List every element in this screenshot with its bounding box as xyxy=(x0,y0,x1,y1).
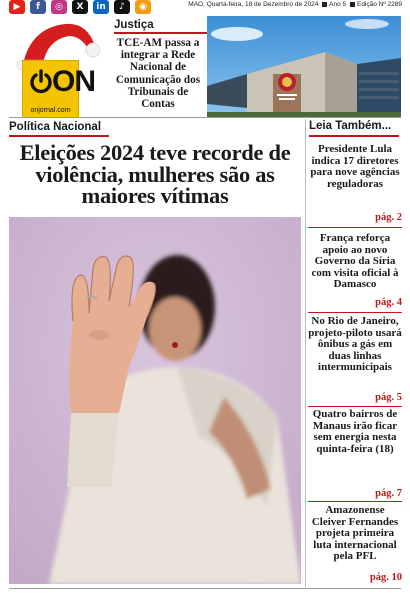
sidebar-page-5[interactable]: pág. 10 xyxy=(369,572,402,583)
sidebar-story-2[interactable]: França reforça apoio ao novo Governo da Síria com visita oficial à Damasco xyxy=(311,232,399,291)
edition-year: Ano 5 xyxy=(329,1,347,8)
tce-building-photo[interactable] xyxy=(207,16,401,117)
main-photo[interactable] xyxy=(9,217,301,584)
sidebar-story-1[interactable]: Presidente Lula indica 17 diretores para nove agências reguladoras xyxy=(310,143,400,190)
rss-icon[interactable]: ◉ xyxy=(135,0,151,14)
facebook-icon[interactable]: f xyxy=(30,0,46,14)
sidebar-page-1[interactable]: pág. 2 xyxy=(375,212,402,223)
sidebar-page-3[interactable]: pág. 5 xyxy=(375,392,402,403)
edition-number: Edição Nº 2289 xyxy=(356,1,402,8)
main-headline[interactable]: Eleições 2024 teve recorde de violência, mulheres são as maiores vítimas xyxy=(19,140,291,208)
logo-letters: ON xyxy=(52,65,95,98)
section-rule xyxy=(9,135,109,137)
sidebar-title: Leia Também... xyxy=(309,120,392,132)
linkedin-icon[interactable]: in xyxy=(93,0,109,14)
x-icon[interactable]: X xyxy=(72,0,88,14)
logo-box xyxy=(22,60,95,118)
justica-label: Justiça xyxy=(114,19,154,31)
sidebar-separator xyxy=(308,312,402,313)
power-icon xyxy=(29,69,53,95)
social-bar xyxy=(0,0,151,14)
instagram-icon[interactable]: ◎ xyxy=(51,0,67,14)
edition-date: MAO, Quarta-feira, 18 de Dezembro de 2024 xyxy=(188,1,319,8)
site-logo[interactable] xyxy=(9,20,107,114)
justica-story[interactable]: TCE-AM passa a integrar a Rede Nacional de Comunicação dos Tribunais de Contas xyxy=(115,37,201,111)
sidebar-story-5[interactable]: Amazonense Cleiver Fernandes projeta primeira luta internacional pela PFL xyxy=(311,504,399,563)
sidebar-separator xyxy=(308,406,402,407)
bottom-divider xyxy=(9,588,401,589)
section-label[interactable]: Política Nacional xyxy=(9,121,102,133)
sidebar-page-2[interactable]: pág. 4 xyxy=(375,297,402,308)
youtube-icon[interactable]: ▶ xyxy=(9,0,25,14)
justica-rule xyxy=(114,32,207,34)
tiktok-icon[interactable]: ♪ xyxy=(114,0,130,14)
sidebar-page-4[interactable]: pág. 7 xyxy=(375,488,402,499)
edition-info xyxy=(188,1,402,8)
sidebar-story-3[interactable]: No Rio de Janeiro, projeto-piloto usará ônibus a gás em duas linhas intermunicipais xyxy=(308,315,402,374)
sidebar xyxy=(305,119,402,587)
sidebar-title-rule xyxy=(309,135,399,137)
sidebar-story-4[interactable]: Quatro bairros de Manaus irão ficar sem energia nesta quinta-feira (18) xyxy=(312,408,398,455)
logo-url: onjornal.com xyxy=(30,107,71,114)
top-divider xyxy=(9,117,401,118)
sidebar-separator xyxy=(308,227,402,228)
sidebar-separator xyxy=(308,501,402,502)
